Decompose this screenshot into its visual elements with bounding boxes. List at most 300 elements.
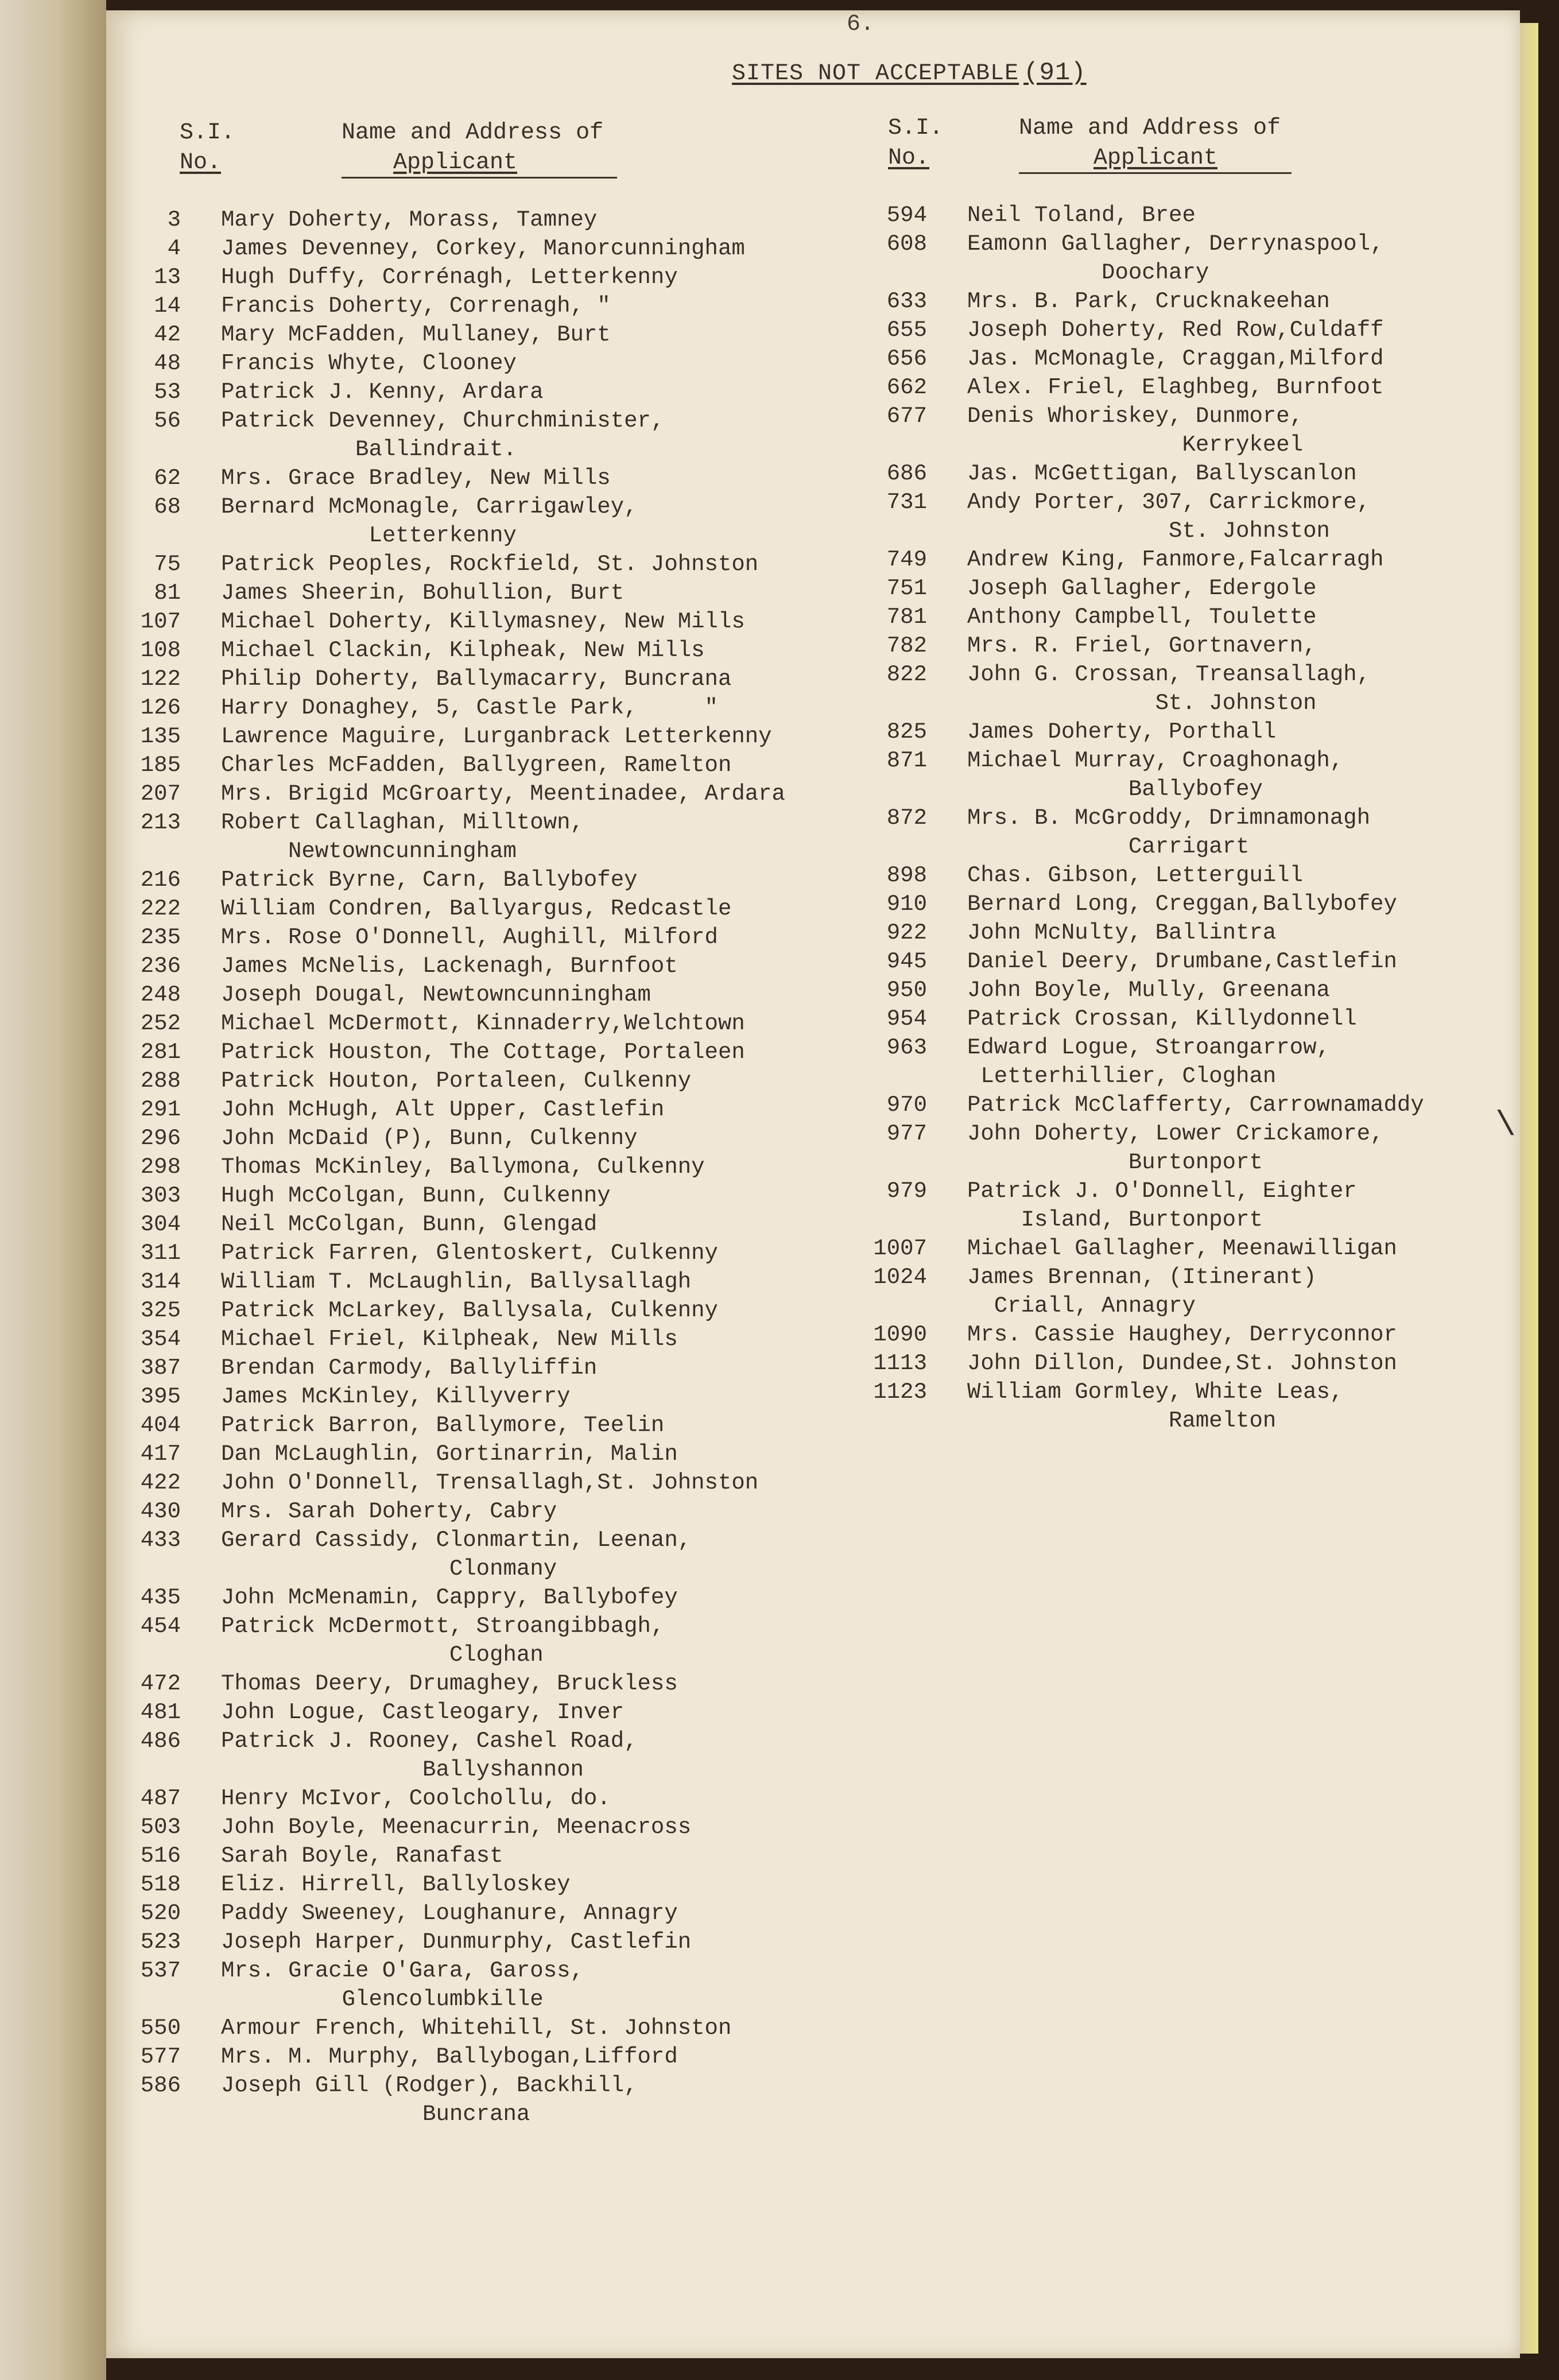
right-header-name — [1019, 114, 1281, 173]
si-number: 185 — [140, 753, 181, 778]
si-number: 872 — [886, 805, 927, 831]
si-number: 977 — [886, 1121, 927, 1146]
si-number: 782 — [886, 633, 927, 658]
left-entry — [118, 234, 785, 263]
applicant-name-address — [967, 1234, 1397, 1263]
si-number: 126 — [140, 695, 181, 720]
left-entry — [118, 808, 785, 866]
right-entry — [864, 488, 1424, 545]
applicant-line: Mrs. B. McGroddy, Drimnamonagh — [967, 805, 1371, 831]
si-number: 945 — [886, 949, 927, 974]
si-number: 3 — [167, 207, 181, 232]
header-no-line1: S.I. — [888, 115, 944, 141]
left-entry — [118, 550, 785, 579]
applicant-line: Paddy Sweeney, Loughanure, Annagry — [221, 1901, 678, 1926]
right-entry — [864, 1033, 1424, 1091]
title-text: SITES NOT ACCEPTABLE — [732, 61, 1019, 87]
applicant-line: Alex. Friel, Elaghbeg, Burnfoot — [967, 375, 1384, 400]
left-entry — [118, 1813, 785, 1842]
applicant-name-address — [967, 718, 1276, 746]
si-number: 216 — [140, 867, 181, 893]
applicant-line: William Gormley, White Leas, — [967, 1379, 1344, 1405]
applicant-name-address — [967, 1349, 1397, 1378]
si-number: 303 — [140, 1183, 181, 1208]
applicant-name-address — [221, 1956, 584, 2014]
applicant-name-address — [221, 1382, 571, 1411]
si-number: 731 — [886, 490, 927, 515]
applicant-line: Patrick Houston, The Cottage, Portaleen — [221, 1040, 745, 1065]
applicant-name-address — [221, 1153, 705, 1181]
applicant-line: Daniel Deery, Drumbane,Castlefin — [967, 949, 1397, 974]
applicant-line: Mary McFadden, Mullaney, Burt — [221, 322, 611, 347]
applicant-line: Joseph Dougal, Newtowncunningham — [221, 982, 651, 1007]
applicant-name-address — [221, 1928, 691, 1956]
applicant-line: Carrigart — [967, 834, 1250, 859]
applicant-line: Sarah Boyle, Ranafast — [221, 1843, 503, 1869]
si-number: 871 — [886, 748, 927, 773]
applicant-line: Ramelton — [967, 1408, 1277, 1433]
applicant-line: John McMenamin, Cappry, Ballybofey — [221, 1585, 678, 1610]
applicant-name-address — [221, 349, 517, 378]
applicant-line: Michael McDermott, Kinnaderry,Welchtown — [221, 1011, 745, 1036]
si-number: 586 — [140, 2073, 181, 2098]
si-number: 62 — [154, 466, 181, 491]
applicant-line: Gerard Cassidy, Clonmartin, Leenan, — [221, 1528, 692, 1553]
si-number: 213 — [140, 810, 181, 835]
applicant-name-address — [967, 316, 1384, 344]
applicant-name-address — [967, 1177, 1357, 1234]
title-count: (91) — [1023, 59, 1087, 87]
applicant-name-address — [221, 493, 638, 550]
applicant-name-address — [221, 1009, 745, 1038]
applicant-line: Patrick Farren, Glentoskert, Culkenny — [221, 1241, 718, 1266]
left-entry — [118, 579, 785, 607]
applicant-line: Kerrykeel — [967, 432, 1304, 458]
applicant-name-address — [967, 1005, 1357, 1033]
left-entry — [118, 1124, 785, 1153]
applicant-name-address — [221, 1468, 758, 1497]
applicant-line: Michael Gallagher, Meenawilligan — [967, 1236, 1397, 1261]
applicant-line: Mrs. Grace Bradley, New Mills — [221, 466, 611, 491]
si-number: 68 — [154, 494, 181, 520]
applicant-name-address — [221, 406, 664, 464]
applicant-line: Mrs. Gracie O'Gara, Gaross, — [221, 1958, 584, 1983]
applicant-line: James Sheerin, Bohullion, Burt — [221, 580, 625, 606]
si-number: 395 — [140, 1384, 181, 1409]
applicant-line: Brendan Carmody, Ballyliffin — [221, 1355, 598, 1381]
left-column — [118, 206, 785, 2129]
si-number: 677 — [886, 404, 927, 429]
right-entry — [864, 804, 1424, 861]
applicant-name-address — [967, 1320, 1397, 1349]
left-entry — [118, 1095, 785, 1124]
si-number: 325 — [140, 1298, 181, 1323]
applicant-line: John Dillon, Dundee,St. Johnston — [967, 1351, 1397, 1376]
si-number: 107 — [140, 609, 181, 634]
applicant-name-address — [221, 1325, 678, 1354]
applicant-name-address — [221, 1411, 664, 1440]
si-number: 594 — [886, 203, 927, 228]
applicant-name-address — [221, 1239, 718, 1267]
left-header-name — [342, 118, 603, 178]
applicant-line: St. Johnston — [967, 518, 1330, 544]
si-number: 970 — [886, 1092, 927, 1118]
right-entry — [864, 316, 1424, 344]
applicant-name-address — [221, 550, 758, 579]
left-entry — [118, 1669, 785, 1698]
applicant-line: Lawrence Maguire, Lurganbrack Letterkenny — [221, 724, 772, 749]
applicant-line: Andrew King, Fanmore,Falcarragh — [967, 547, 1384, 572]
applicant-name-address — [221, 952, 678, 980]
applicant-line: Francis Whyte, Clooney — [221, 351, 517, 376]
left-entry — [118, 263, 785, 292]
left-entry — [118, 1354, 785, 1382]
si-number: 296 — [140, 1126, 181, 1151]
applicant-line: Chas. Gibson, Letterguill — [967, 863, 1304, 888]
applicant-line: Clonmany — [221, 1556, 557, 1582]
si-number: 248 — [140, 982, 181, 1007]
applicant-name-address — [221, 2014, 731, 2042]
si-number: 686 — [886, 461, 927, 486]
applicant-line: Hugh McColgan, Bunn, Culkenny — [221, 1183, 611, 1208]
header-no-line1: S.I. — [180, 120, 235, 146]
left-entry — [118, 1038, 785, 1067]
left-entry — [118, 665, 785, 693]
left-entry — [118, 1612, 785, 1669]
applicant-name-address — [967, 631, 1317, 660]
applicant-line: Neil McColgan, Bunn, Glengad — [221, 1212, 598, 1237]
applicant-name-address — [967, 1378, 1343, 1435]
si-number: 523 — [140, 1929, 181, 1955]
right-entry — [864, 918, 1424, 947]
applicant-line: Francis Doherty, Correnagh, " — [221, 293, 611, 319]
si-number: 207 — [140, 781, 181, 807]
applicant-name-address — [221, 320, 611, 349]
applicant-name-address — [967, 574, 1317, 603]
si-number: 236 — [140, 953, 181, 979]
applicant-line: Cloghan — [221, 1642, 544, 1668]
applicant-line: Jas. McGettigan, Ballyscanlon — [967, 461, 1357, 486]
applicant-line: James Doherty, Porthall — [967, 719, 1277, 745]
si-number: 1007 — [873, 1236, 927, 1261]
applicant-name-address — [221, 234, 745, 263]
applicant-name-address — [221, 1813, 691, 1842]
si-number: 298 — [140, 1154, 181, 1180]
left-entry — [118, 2042, 785, 2071]
si-number: 435 — [140, 1585, 181, 1610]
si-number: 75 — [154, 552, 181, 577]
applicant-name-address — [221, 1354, 597, 1382]
applicant-line: Buncrana — [221, 2102, 530, 2127]
applicant-name-address — [221, 923, 718, 952]
applicant-name-address — [967, 1091, 1424, 1119]
applicant-name-address — [221, 1181, 611, 1210]
applicant-name-address — [221, 808, 584, 866]
margin-mark: \ — [1495, 1107, 1517, 1146]
right-entry — [864, 890, 1424, 918]
applicant-line: Newtowncunningham — [221, 839, 517, 864]
applicant-name-address — [221, 1899, 678, 1928]
right-entry — [864, 574, 1424, 603]
right-header-rule — [1019, 172, 1292, 174]
applicant-line: Bernard McMonagle, Carrigawley, — [221, 494, 638, 520]
left-entry — [118, 1296, 785, 1325]
applicant-line: Eliz. Hirrell, Ballyloskey — [221, 1872, 571, 1897]
applicant-name-address — [967, 1033, 1330, 1091]
si-number: 304 — [140, 1212, 181, 1237]
left-entry — [118, 1325, 785, 1354]
applicant-line: John Doherty, Lower Crickamore, — [967, 1121, 1384, 1146]
page-title — [732, 59, 1087, 87]
applicant-name-address — [221, 378, 544, 406]
si-number: 550 — [140, 2015, 181, 2041]
left-entry — [118, 1956, 785, 2014]
si-number: 430 — [140, 1499, 181, 1524]
si-number: 122 — [140, 666, 181, 692]
si-number: 1090 — [873, 1322, 927, 1347]
si-number: 822 — [886, 662, 927, 687]
applicant-name-address — [967, 545, 1384, 574]
si-number: 387 — [140, 1355, 181, 1381]
si-number: 656 — [886, 346, 927, 371]
applicant-name-address — [221, 607, 745, 636]
applicant-line: Ballyshannon — [221, 1757, 584, 1782]
applicant-name-address — [221, 866, 638, 894]
left-entry — [118, 1583, 785, 1612]
left-entry — [118, 1239, 785, 1267]
applicant-line: Edward Logue, Stroangarrow, — [967, 1035, 1330, 1060]
applicant-line: William T. McLaughlin, Ballysallagh — [221, 1269, 692, 1294]
si-number: 487 — [140, 1786, 181, 1811]
applicant-name-address — [221, 693, 718, 722]
left-entry — [118, 1698, 785, 1727]
applicant-line: Thomas Deery, Drumaghey, Bruckless — [221, 1671, 678, 1696]
applicant-name-address — [221, 292, 611, 320]
right-entry — [864, 1378, 1424, 1435]
applicant-name-address — [221, 1067, 691, 1095]
right-entry — [864, 1177, 1424, 1234]
left-entry — [118, 1009, 785, 1038]
left-entry — [118, 923, 785, 952]
si-number: 481 — [140, 1700, 181, 1725]
page-edge — [1520, 23, 1538, 2354]
applicant-line: Charles McFadden, Ballygreen, Ramelton — [221, 753, 732, 778]
page-number: 6. — [847, 11, 875, 37]
applicant-name-address — [221, 1870, 571, 1899]
applicant-line: Ballindrait. — [221, 437, 517, 462]
applicant-name-address — [221, 665, 731, 693]
applicant-line: Michael Doherty, Killymasney, New Mills — [221, 609, 745, 634]
applicant-line: Patrick Barron, Ballymore, Teelin — [221, 1413, 665, 1438]
si-number: 486 — [140, 1728, 181, 1754]
right-entry — [864, 287, 1424, 316]
right-entry — [864, 1005, 1424, 1033]
applicant-line: Dan McLaughlin, Gortinarrin, Malin — [221, 1441, 678, 1467]
applicant-line: Patrick Crossan, Killydonnell — [967, 1006, 1357, 1032]
left-entry — [118, 1181, 785, 1210]
applicant-name-address — [967, 344, 1384, 373]
si-number: 252 — [140, 1011, 181, 1036]
right-entry — [864, 631, 1424, 660]
si-number: 910 — [886, 891, 927, 917]
si-number: 516 — [140, 1843, 181, 1869]
si-number: 433 — [140, 1528, 181, 1553]
applicant-line: Jas. McMonagle, Craggan,Milford — [967, 346, 1384, 371]
si-number: 417 — [140, 1441, 181, 1467]
left-entry — [118, 607, 785, 636]
applicant-name-address — [221, 751, 731, 780]
applicant-name-address — [967, 660, 1370, 718]
applicant-name-address — [221, 1210, 597, 1239]
left-entry — [118, 1526, 785, 1583]
right-entry — [864, 861, 1424, 890]
applicant-name-address — [221, 636, 705, 665]
right-entry — [864, 718, 1424, 746]
si-number: 422 — [140, 1470, 181, 1495]
left-entry — [118, 1842, 785, 1870]
applicant-line: John Boyle, Meenacurrin, Meenacross — [221, 1815, 692, 1840]
applicant-name-address — [221, 263, 678, 292]
applicant-name-address — [967, 459, 1357, 488]
applicant-line: Andy Porter, 307, Carrickmore, — [967, 490, 1371, 515]
applicant-name-address — [221, 1583, 678, 1612]
applicant-name-address — [221, 1095, 664, 1124]
si-number: 4 — [167, 236, 181, 261]
applicant-line: Mrs. Brigid McGroarty, Meentinadee, Ardara — [221, 781, 785, 807]
applicant-line: Hugh Duffy, Corrénagh, Letterkenny — [221, 265, 678, 290]
applicant-line: Patrick McClafferty, Carrownamaddy — [967, 1092, 1424, 1118]
si-number: 963 — [886, 1035, 927, 1060]
si-number: 222 — [140, 896, 181, 921]
right-entry — [864, 1320, 1424, 1349]
right-entry — [864, 373, 1424, 402]
right-entry — [864, 230, 1424, 287]
header-name-line2: Applicant — [393, 150, 518, 176]
applicant-name-address — [967, 890, 1397, 918]
applicant-name-address — [967, 947, 1397, 976]
left-entry — [118, 1440, 785, 1468]
applicant-name-address — [967, 201, 1196, 230]
right-entry — [864, 1349, 1424, 1378]
left-entry — [118, 464, 785, 493]
left-entry — [118, 1899, 785, 1928]
applicant-line: William Condren, Ballyargus, Redcastle — [221, 896, 732, 921]
si-number: 42 — [154, 322, 181, 347]
si-number: 81 — [154, 580, 181, 606]
applicant-line: Patrick McDermott, Stroangibbagh, — [221, 1614, 665, 1639]
applicant-line: John McHugh, Alt Upper, Castlefin — [221, 1097, 665, 1122]
applicant-line: Ballybofey — [967, 777, 1263, 802]
applicant-name-address — [967, 402, 1303, 459]
si-number: 633 — [886, 289, 927, 314]
si-number: 108 — [140, 638, 181, 663]
right-column — [864, 201, 1424, 1435]
left-entry — [118, 894, 785, 923]
si-number: 655 — [886, 317, 927, 343]
applicant-line: Patrick Peoples, Rockfield, St. Johnston — [221, 552, 759, 577]
applicant-line: Patrick J. O'Donnell, Eighter — [967, 1179, 1357, 1204]
si-number: 135 — [140, 724, 181, 749]
left-entry — [118, 1067, 785, 1095]
right-header-number — [888, 114, 943, 173]
si-number: 1123 — [873, 1379, 927, 1405]
applicant-line: Thomas McKinley, Ballymona, Culkenny — [221, 1154, 705, 1180]
left-entry — [118, 780, 785, 808]
book-binding — [0, 0, 106, 2380]
applicant-line: Eamonn Gallagher, Derrynaspool, — [967, 231, 1384, 257]
left-entry — [118, 866, 785, 894]
applicant-name-address — [221, 1698, 624, 1727]
si-number: 48 — [154, 351, 181, 376]
applicant-name-address — [221, 780, 785, 808]
left-entry — [118, 1870, 785, 1899]
applicant-name-address — [221, 722, 772, 751]
header-name-line1: Name and Address of — [342, 120, 604, 146]
left-entry — [118, 206, 785, 234]
header-no-line2: No. — [888, 145, 930, 171]
left-entry — [118, 493, 785, 550]
left-entry — [118, 349, 785, 378]
right-entry — [864, 746, 1424, 804]
applicant-line: Patrick McLarkey, Ballysala, Culkenny — [221, 1298, 718, 1323]
applicant-name-address — [967, 746, 1343, 804]
applicant-name-address — [221, 2071, 638, 2129]
applicant-line: Mrs. M. Murphy, Ballybogan,Lifford — [221, 2044, 678, 2069]
right-entry — [864, 1091, 1424, 1119]
left-entry — [118, 2014, 785, 2042]
applicant-line: St. Johnston — [967, 691, 1317, 716]
applicant-name-address — [221, 1842, 503, 1870]
header-name-line2: Applicant — [1093, 145, 1218, 171]
applicant-name-address — [967, 287, 1330, 316]
si-number: 662 — [886, 375, 927, 400]
si-number: 311 — [140, 1241, 181, 1266]
left-entry — [118, 980, 785, 1009]
applicant-line: Robert Callaghan, Milltown, — [221, 810, 584, 835]
applicant-name-address — [221, 206, 597, 234]
si-number: 825 — [886, 719, 927, 745]
si-number: 518 — [140, 1872, 181, 1897]
applicant-line: Joseph Doherty, Red Row,Culdaff — [967, 317, 1384, 343]
applicant-line: Patrick J. Rooney, Cashel Road, — [221, 1728, 638, 1754]
applicant-name-address — [221, 1124, 638, 1153]
si-number: 922 — [886, 920, 927, 945]
applicant-line: Armour French, Whitehill, St. Johnston — [221, 2015, 732, 2041]
right-entry — [864, 660, 1424, 718]
applicant-line: John O'Donnell, Trensallagh,St. Johnston — [221, 1470, 759, 1495]
si-number: 235 — [140, 925, 181, 950]
applicant-name-address — [221, 1038, 745, 1067]
si-number: 1024 — [873, 1265, 927, 1290]
right-entry — [864, 1263, 1424, 1320]
left-entry — [118, 952, 785, 980]
si-number: 354 — [140, 1327, 181, 1352]
applicant-name-address — [221, 1526, 691, 1583]
si-number: 13 — [154, 265, 181, 290]
applicant-name-address — [221, 1727, 638, 1784]
applicant-line: Mrs. Rose O'Donnell, Aughill, Milford — [221, 925, 718, 950]
applicant-line: Mrs. B. Park, Crucknakeehan — [967, 289, 1330, 314]
applicant-name-address — [221, 464, 611, 493]
left-entry — [118, 751, 785, 780]
applicant-line: Mrs. Sarah Doherty, Cabry — [221, 1499, 557, 1524]
si-number: 291 — [140, 1097, 181, 1122]
applicant-line: Patrick Devenney, Churchminister, — [221, 408, 665, 433]
si-number: 781 — [886, 604, 927, 630]
left-entry — [118, 1727, 785, 1784]
si-number: 454 — [140, 1614, 181, 1639]
left-entry — [118, 1468, 785, 1497]
